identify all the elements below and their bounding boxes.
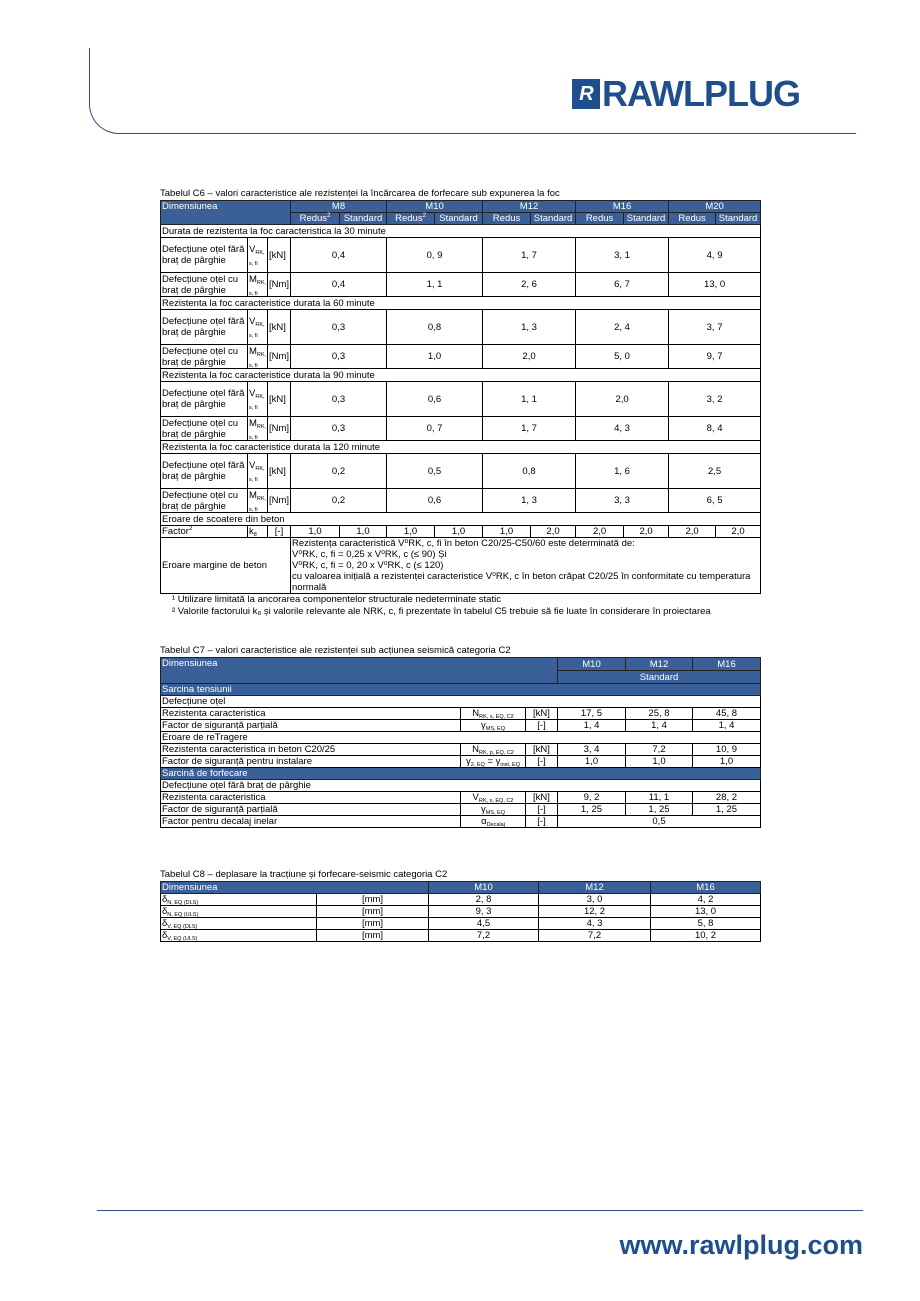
superscript: 2 bbox=[188, 526, 193, 532]
row-unit: [mm] bbox=[317, 894, 429, 906]
table-row bbox=[161, 792, 761, 804]
value-cell: 7,2 bbox=[626, 744, 693, 756]
superscript: 2 bbox=[422, 213, 426, 219]
symbol: α bbox=[481, 816, 487, 827]
variant-header: Standard bbox=[716, 213, 761, 225]
value-cell: 0,3 bbox=[291, 345, 387, 369]
symbol: γ bbox=[480, 804, 486, 815]
table-row bbox=[161, 382, 761, 417]
value-cell: 0,3 bbox=[291, 417, 387, 441]
row-symbol bbox=[461, 816, 526, 828]
row-label: Factor pentru decalaj inelar bbox=[161, 816, 461, 828]
value-cell: 3, 4 bbox=[558, 744, 626, 756]
factor-value: 1,0 bbox=[387, 526, 435, 538]
value-cell: 4, 3 bbox=[539, 918, 651, 930]
value-cell: 3, 1 bbox=[576, 238, 669, 273]
row-symbol bbox=[248, 273, 268, 297]
table-row bbox=[161, 417, 761, 441]
row-symbol bbox=[248, 454, 268, 489]
table-row bbox=[161, 345, 761, 369]
logo-mark-icon: R bbox=[572, 79, 600, 109]
symbol-subscript: MS, EQ bbox=[485, 726, 505, 732]
value-cell: 10, 2 bbox=[651, 930, 761, 942]
row-symbol bbox=[248, 382, 268, 417]
row-symbol bbox=[161, 930, 317, 942]
row-symbol bbox=[161, 906, 317, 918]
symbol: V bbox=[249, 460, 256, 471]
value-cell: 0,4 bbox=[291, 273, 387, 297]
symbol-subscript: RK, s, fi bbox=[249, 351, 267, 369]
row-label: Factor de siguranță pentru instalare bbox=[161, 756, 461, 768]
table-row bbox=[161, 454, 761, 489]
value-cell: 0,5 bbox=[558, 816, 761, 828]
table-row bbox=[161, 804, 761, 816]
row-unit: [kN] bbox=[526, 708, 558, 720]
factor-value: 2,0 bbox=[624, 526, 669, 538]
symbol: V bbox=[249, 244, 256, 255]
value-cell: 9, 7 bbox=[669, 345, 761, 369]
size-header: M12 bbox=[626, 658, 693, 671]
row-symbol bbox=[461, 744, 526, 756]
symbol: δ bbox=[162, 894, 168, 905]
table-row bbox=[161, 930, 761, 942]
table-c6 bbox=[160, 200, 761, 594]
value-cell: 5, 8 bbox=[651, 918, 761, 930]
row-label: Factor de siguranță parțială bbox=[161, 720, 461, 732]
size-header: M12 bbox=[539, 882, 651, 894]
value-cell: 0,3 bbox=[291, 310, 387, 345]
symbol-subscript: V, EQ (DLS) bbox=[167, 924, 198, 930]
value-cell: 28, 2 bbox=[693, 792, 761, 804]
variant-header: Standard bbox=[531, 213, 576, 225]
value-cell: 10, 9 bbox=[693, 744, 761, 756]
row-unit: [-] bbox=[526, 804, 558, 816]
row-unit: [kN] bbox=[268, 310, 291, 345]
footnote-1: ¹ Utilizare limitată la ancorarea componentelor structurale nedeterminate static bbox=[172, 594, 501, 605]
row-unit: [kN] bbox=[268, 382, 291, 417]
table-row bbox=[161, 310, 761, 345]
table-c8 bbox=[160, 881, 761, 942]
value-cell: 2,0 bbox=[483, 345, 576, 369]
value-cell: 6, 7 bbox=[576, 273, 669, 297]
symbol-subscript: RK, s, fi bbox=[249, 466, 265, 483]
value-cell: 13, 0 bbox=[669, 273, 761, 297]
symbol-subscript: N, EQ (ULS) bbox=[167, 912, 199, 918]
factor-value: 2,0 bbox=[716, 526, 761, 538]
symbol: δ bbox=[162, 906, 168, 917]
standard-header: Standard bbox=[558, 671, 761, 684]
symbol-subscript: RK, s, fi bbox=[249, 394, 265, 411]
value-cell: 3, 0 bbox=[539, 894, 651, 906]
value-cell: 1,0 bbox=[693, 756, 761, 768]
factor-text: Factor bbox=[162, 526, 189, 537]
value-cell: 1, 3 bbox=[483, 310, 576, 345]
value-cell: 5, 0 bbox=[576, 345, 669, 369]
value-cell: 0,6 bbox=[387, 382, 483, 417]
section-title: Durata de rezistenta la foc caracteristica la 30 minute bbox=[161, 225, 761, 238]
table-row bbox=[161, 780, 761, 792]
edge-line: Rezistența caracteristică V⁰RK, c, fi în beton C20/25-C50/60 este determinată de: bbox=[292, 538, 635, 549]
section-title: Rezistenta la foc caracteristice durata la 90 minute bbox=[161, 369, 761, 382]
row-symbol bbox=[461, 804, 526, 816]
table-row bbox=[161, 732, 761, 744]
symbol: N bbox=[472, 708, 480, 719]
symbol-subscript: RK, s, fi bbox=[249, 279, 267, 297]
size-header: M10 bbox=[558, 658, 626, 671]
symbol-subscript: Decalaj bbox=[486, 822, 505, 828]
value-cell: 4,5 bbox=[429, 918, 539, 930]
superscript: 2 bbox=[327, 213, 331, 219]
table-row bbox=[161, 744, 761, 756]
symbol: V bbox=[249, 388, 256, 399]
factor-value: 2,0 bbox=[531, 526, 576, 538]
variant-header bbox=[387, 213, 435, 225]
value-cell: 3, 3 bbox=[576, 489, 669, 513]
table-c6-title: Tabelul C6 – valori caracteristice ale rezistenței la încărcarea de forfecare sub expunerea la foc bbox=[160, 188, 560, 199]
value-cell: 7,2 bbox=[539, 930, 651, 942]
value-cell: 0,8 bbox=[483, 454, 576, 489]
value-cell: 9, 2 bbox=[558, 792, 626, 804]
value-cell: 1,0 bbox=[626, 756, 693, 768]
value-cell: 45, 8 bbox=[693, 708, 761, 720]
value-cell: 1, 4 bbox=[626, 720, 693, 732]
header-row bbox=[161, 882, 761, 894]
edge-line: cu valoarea inițială a rezistenței caracteristice V⁰RK, c în beton crăpat C20/25 în conformitate cu temperatura normală bbox=[292, 571, 751, 593]
value-cell: 1, 1 bbox=[483, 382, 576, 417]
content-column bbox=[160, 187, 760, 942]
section-row bbox=[161, 225, 761, 238]
edge-row bbox=[161, 538, 761, 594]
symbol: V bbox=[472, 792, 479, 803]
symbol: M bbox=[249, 417, 257, 429]
value-cell: 13, 0 bbox=[651, 906, 761, 918]
table-row bbox=[161, 696, 761, 708]
table-row bbox=[161, 238, 761, 273]
factor-symbol bbox=[248, 526, 268, 538]
table-row bbox=[161, 816, 761, 828]
size-header: M16 bbox=[693, 658, 761, 671]
logo-text: RAWLPLUG bbox=[602, 73, 800, 114]
row-symbol bbox=[461, 708, 526, 720]
section-row bbox=[161, 369, 761, 382]
footer-url[interactable]: www.rawlplug.com bbox=[619, 1230, 863, 1260]
symbol-subscript: 8 bbox=[253, 532, 257, 538]
factor-row bbox=[161, 526, 761, 538]
factor-value: 1,0 bbox=[340, 526, 387, 538]
value-cell: 4, 9 bbox=[669, 238, 761, 273]
value-cell: 1, 3 bbox=[483, 489, 576, 513]
value-cell: 0,3 bbox=[291, 382, 387, 417]
edge-line: V⁰RK, c, fi = 0, 20 x V⁰RK, c (≤ 120) bbox=[292, 560, 444, 571]
row-unit: [-] bbox=[526, 756, 558, 768]
section-title: Eroare de reTragere bbox=[161, 732, 761, 744]
value-cell: 2,5 bbox=[669, 454, 761, 489]
row-unit: [Nm] bbox=[268, 417, 291, 441]
row-unit: [-] bbox=[526, 720, 558, 732]
header-row bbox=[161, 201, 761, 213]
symbol-subscript: MS, EQ bbox=[485, 810, 505, 816]
section-title: Defecțiune oțel bbox=[161, 696, 761, 708]
row-label: Defecțiune oțel cu braț de pârghie bbox=[161, 417, 248, 441]
variant-header bbox=[291, 213, 340, 225]
dimension-header: Dimensiunea bbox=[161, 201, 291, 225]
section-row bbox=[161, 441, 761, 454]
symbol: δ bbox=[162, 918, 168, 929]
row-label: Defecțiune oțel fără braț de pârghie bbox=[161, 310, 248, 345]
symbol: γ bbox=[480, 720, 486, 731]
table-row bbox=[161, 894, 761, 906]
value-cell: 3, 7 bbox=[669, 310, 761, 345]
row-label: Defecțiune oțel fără braț de pârghie bbox=[161, 454, 248, 489]
value-cell: 11, 1 bbox=[626, 792, 693, 804]
row-unit: [kN] bbox=[526, 744, 558, 756]
row-symbol bbox=[161, 894, 317, 906]
row-unit: [mm] bbox=[317, 906, 429, 918]
value-cell: 3, 2 bbox=[669, 382, 761, 417]
spacer bbox=[160, 618, 760, 644]
size-header: M8 bbox=[291, 201, 387, 213]
table-c7-title: Tabelul C7 – valori caracteristice ale rezistenței sub acțiunea seismică categoria C2 bbox=[160, 645, 511, 656]
value-cell: 9, 3 bbox=[429, 906, 539, 918]
symbol-subscript: RK, s, fi bbox=[249, 322, 265, 339]
row-label: Defecțiune oțel cu braț de pârghie bbox=[161, 345, 248, 369]
symbol-subscript: RK, s, EQ, C2 bbox=[479, 714, 514, 720]
size-header: M10 bbox=[387, 201, 483, 213]
row-unit: [kN] bbox=[268, 454, 291, 489]
spacer bbox=[160, 828, 760, 868]
value-cell: 0,2 bbox=[291, 454, 387, 489]
value-cell: 1, 6 bbox=[576, 454, 669, 489]
row-symbol bbox=[248, 417, 268, 441]
row-label: Defecțiune oțel fără braț de pârghie bbox=[161, 382, 248, 417]
value-cell: 0,5 bbox=[387, 454, 483, 489]
size-header: M10 bbox=[429, 882, 539, 894]
symbol: N bbox=[472, 744, 479, 755]
value-cell: 4, 3 bbox=[576, 417, 669, 441]
variant-label: Redus bbox=[299, 213, 328, 224]
symbol: = γ bbox=[484, 756, 501, 767]
row-symbol bbox=[461, 756, 526, 768]
variant-header: Standard bbox=[435, 213, 483, 225]
table-row bbox=[161, 273, 761, 297]
value-cell: 7,2 bbox=[429, 930, 539, 942]
row-label: Rezistenta caracteristica bbox=[161, 792, 461, 804]
value-cell: 0,2 bbox=[291, 489, 387, 513]
value-cell: 8, 4 bbox=[669, 417, 761, 441]
row-symbol bbox=[161, 918, 317, 930]
row-unit: [kN] bbox=[526, 792, 558, 804]
row-symbol bbox=[461, 792, 526, 804]
symbol-subscript: inst, EQ bbox=[500, 762, 520, 768]
symbol-subscript: RK, s, EQ, C2 bbox=[478, 798, 514, 804]
row-symbol bbox=[248, 238, 268, 273]
symbol-subscript: N, EQ (DLS) bbox=[167, 900, 199, 906]
variant-header: Standard bbox=[340, 213, 387, 225]
value-cell: 4, 2 bbox=[651, 894, 761, 906]
symbol: M bbox=[249, 345, 257, 357]
value-cell: 2, 4 bbox=[576, 310, 669, 345]
value-cell: 1, 4 bbox=[558, 720, 626, 732]
table-row bbox=[161, 708, 761, 720]
row-unit: [Nm] bbox=[268, 489, 291, 513]
row-unit: [mm] bbox=[317, 930, 429, 942]
row-symbol bbox=[248, 345, 268, 369]
value-cell: 12, 2 bbox=[539, 906, 651, 918]
factor-unit: [-] bbox=[268, 526, 291, 538]
section-row bbox=[161, 297, 761, 310]
value-cell: 6, 5 bbox=[669, 489, 761, 513]
table-row bbox=[161, 684, 761, 696]
value-cell: 0, 7 bbox=[387, 417, 483, 441]
value-cell: 1, 25 bbox=[626, 804, 693, 816]
row-symbol bbox=[248, 489, 268, 513]
value-cell: 1, 25 bbox=[558, 804, 626, 816]
symbol: V bbox=[249, 316, 256, 327]
size-header: M12 bbox=[483, 201, 576, 213]
value-cell: 25, 8 bbox=[626, 708, 693, 720]
row-label: Factor de siguranță parțială bbox=[161, 804, 461, 816]
row-label: Defecțiune oțel cu braț de pârghie bbox=[161, 273, 248, 297]
variant-header: Redus bbox=[576, 213, 624, 225]
table-row bbox=[161, 720, 761, 732]
table-row bbox=[161, 756, 761, 768]
symbol: M bbox=[249, 273, 257, 285]
symbol-subscript: RK, s, fi bbox=[249, 495, 267, 513]
section-title: Eroare de scoatere din beton bbox=[161, 513, 761, 526]
table-row bbox=[161, 768, 761, 780]
value-cell: 17, 5 bbox=[558, 708, 626, 720]
symbol-subscript: RK, s, fi bbox=[249, 250, 265, 267]
section-band: Sarcină de forfecare bbox=[161, 768, 761, 780]
edge-line: V⁰RK, c, fi = 0,25 x V⁰RK, c (≤ 90) Și bbox=[292, 549, 447, 560]
symbol: γ bbox=[466, 756, 471, 767]
row-symbol bbox=[248, 310, 268, 345]
symbol-subscript: 2, EQ bbox=[470, 762, 485, 768]
row-unit: [-] bbox=[526, 816, 558, 828]
symbol: δ bbox=[162, 930, 168, 941]
rawlplug-logo bbox=[572, 73, 800, 114]
value-cell: 2,0 bbox=[576, 382, 669, 417]
symbol-subscript: RK, s, fi bbox=[249, 423, 267, 441]
value-cell: 0,4 bbox=[291, 238, 387, 273]
row-unit: [kN] bbox=[268, 238, 291, 273]
value-cell: 0,6 bbox=[387, 489, 483, 513]
row-label: Defecțiune oțel cu braț de pârghie bbox=[161, 489, 248, 513]
symbol: M bbox=[249, 489, 257, 501]
row-label: Rezistenta caracteristica in beton C20/25 bbox=[161, 744, 461, 756]
table-c7 bbox=[160, 657, 761, 828]
row-symbol bbox=[461, 720, 526, 732]
value-cell: 1, 7 bbox=[483, 417, 576, 441]
table-row bbox=[161, 906, 761, 918]
section-title: Rezistenta la foc caracteristice durata la 60 minute bbox=[161, 297, 761, 310]
row-unit: [Nm] bbox=[268, 345, 291, 369]
edge-description bbox=[291, 538, 761, 594]
section-title: Rezistenta la foc caracteristice durata la 120 minute bbox=[161, 441, 761, 454]
value-cell: 1, 25 bbox=[693, 804, 761, 816]
factor-value: 2,0 bbox=[576, 526, 624, 538]
row-unit: [mm] bbox=[317, 918, 429, 930]
value-cell: 2, 8 bbox=[429, 894, 539, 906]
section-band: Sarcina tensiunii bbox=[161, 684, 761, 696]
value-cell: 1, 7 bbox=[483, 238, 576, 273]
factor-label bbox=[161, 526, 248, 538]
variant-label: Redus bbox=[395, 213, 423, 224]
header-row bbox=[161, 658, 761, 671]
footnote-2: ² Valorile factorului k₈ și valorile relevante ale NRK, c, fi prezentate în tabelul C5 trebuie să fie luate în considerare în proiectarea bbox=[172, 606, 711, 617]
row-label: Defecțiune oțel fără braț de pârghie bbox=[161, 238, 248, 273]
size-header: M20 bbox=[669, 201, 761, 213]
table-row bbox=[161, 489, 761, 513]
dimension-header: Dimensiunea bbox=[161, 882, 429, 894]
factor-value: 1,0 bbox=[291, 526, 340, 538]
edge-label: Eroare margine de beton bbox=[161, 538, 291, 594]
table-row bbox=[161, 918, 761, 930]
value-cell: 1, 1 bbox=[387, 273, 483, 297]
value-cell: 1,0 bbox=[558, 756, 626, 768]
value-cell: 0, 9 bbox=[387, 238, 483, 273]
symbol-subscript: RK, p, EQ, C2 bbox=[479, 750, 514, 756]
variant-header: Standard bbox=[624, 213, 669, 225]
row-unit: [Nm] bbox=[268, 273, 291, 297]
symbol-subscript: V, EQ (ULS) bbox=[167, 936, 198, 942]
footer-divider bbox=[97, 1210, 863, 1211]
symbol: k bbox=[249, 526, 254, 537]
value-cell: 2, 6 bbox=[483, 273, 576, 297]
section-title: Defecțiune oțel fără braț de pârghie bbox=[161, 780, 761, 792]
section-row bbox=[161, 513, 761, 526]
factor-value: 2,0 bbox=[669, 526, 716, 538]
value-cell: 0,8 bbox=[387, 310, 483, 345]
size-header: M16 bbox=[576, 201, 669, 213]
factor-value: 1,0 bbox=[435, 526, 483, 538]
variant-header: Redus bbox=[669, 213, 716, 225]
table-c8-title: Tabelul C8 – deplasare la tracțiune și forfecare-seismic categoria C2 bbox=[160, 869, 448, 880]
size-header: M16 bbox=[651, 882, 761, 894]
factor-value: 1,0 bbox=[483, 526, 531, 538]
value-cell: 1, 4 bbox=[693, 720, 761, 732]
value-cell: 1,0 bbox=[387, 345, 483, 369]
row-label: Rezistenta caracteristica bbox=[161, 708, 461, 720]
dimension-header: Dimensiunea bbox=[161, 658, 558, 684]
variant-header: Redus bbox=[483, 213, 531, 225]
